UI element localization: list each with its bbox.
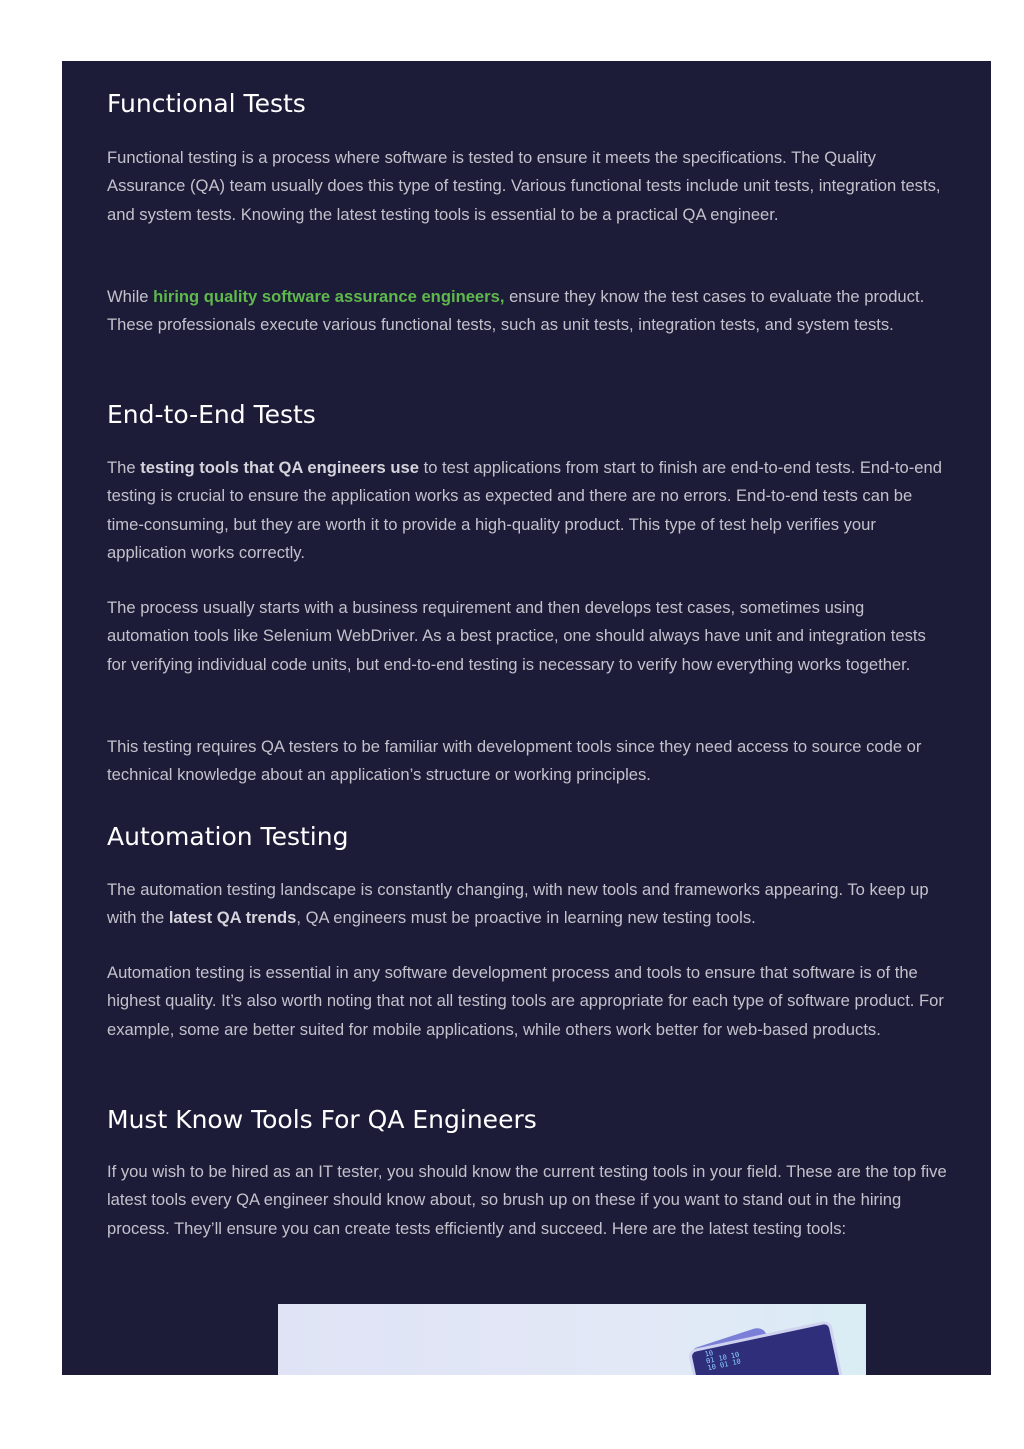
hiring-qa-engineers-link[interactable]: hiring quality software assurance engineers,: [153, 287, 505, 306]
heading-functional-tests: Functional Tests: [107, 89, 306, 118]
paragraph: If you wish to be hired as an IT tester, you should know the current testing tools in your field. These are the top five latest tools every QA engineer should know about, so brush up on these if you want to stand out in the hiring process. They’ll ensure you can create tests efficiently and succeed. Here are the latest testing tools:: [107, 1162, 947, 1238]
paragraph: Functional testing is a process where software is tested to ensure it meets the specifications. The Quality Assurance (QA) team usually does this type of testing. Various functional tests include unit tests, integration tests, and system tests. Knowing the latest testing tools is essential to be a practical QA engineer.: [107, 148, 941, 224]
heading-end-to-end-tests: End-to-End Tests: [107, 400, 316, 429]
bold-phrase: testing tools that QA engineers use: [140, 458, 419, 477]
paragraph: Automation testing is essential in any software development process and tools to ensure that software is of the highest quality. It’s also worth noting that not all testing tools are appropriate for each type of software product. For example, some are better suited for mobile applications, while others work better for web-based products.: [107, 963, 944, 1039]
paragraph: This testing requires QA testers to be familiar with development tools since they need access to source code or technical knowledge about an application’s structure or working principles.: [107, 737, 922, 785]
qa-devices-illustration-icon: [278, 1304, 866, 1375]
paragraph: While hiring quality software assurance engineers, ensure they know the test cases to evaluate the product. These professionals execute various functional tests, such as unit tests, integration tests, and system tests.: [107, 287, 925, 335]
article-panel: [62, 61, 991, 1375]
paragraph: The automation testing landscape is constantly changing, with new tools and frameworks appearing. To keep up with the latest QA trends, QA engineers must be proactive in learning new testing tools.: [107, 880, 929, 928]
bold-phrase: latest QA trends: [168, 908, 297, 928]
paragraph: The testing tools that QA engineers use to test applications from start to finish are end-to-end tests. End-to-end testing is crucial to ensure the application works as expected and there are no errors. End-to-end tests can be time-consuming, but they are worth it to provide a high-quality product. This type of test help verifies your application works correctly.: [107, 458, 942, 563]
binary-digits: 10 01 10 10 10 01 10: [703, 1349, 742, 1373]
heading-must-know-tools: Must Know Tools For QA Engineers: [107, 1105, 537, 1134]
paragraph: The process usually starts with a business requirement and then develops test cases, sometimes using automation tools like Selenium WebDriver. As a best practice, one should always have unit and integration tests for verifying individual code units, but end-to-end testing is necessary to verify how everything works together.: [107, 598, 926, 674]
heading-automation-testing: Automation Testing: [107, 822, 349, 851]
